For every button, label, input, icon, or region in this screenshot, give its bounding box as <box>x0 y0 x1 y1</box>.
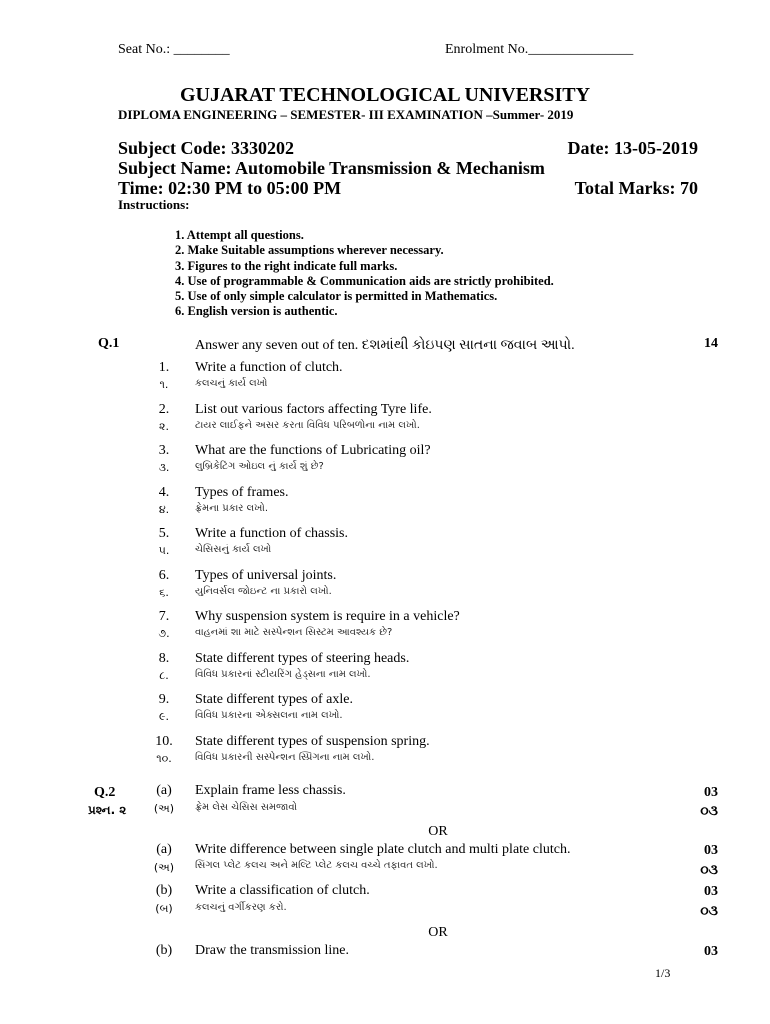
q1-item-question: Write a function of clutch. <box>195 360 343 375</box>
q1-item-gujarati: લુબ્રિકેટિંગ ઓઇલ નું કાર્ય શું છે? <box>195 461 324 472</box>
q1-item-question: Why suspension system is require in a vehicle? <box>195 609 460 624</box>
exam-date: Date: 13-05-2019 <box>567 138 698 158</box>
q1-item-guj-number: ૭. <box>158 627 170 640</box>
q1-item-number: 3. <box>158 443 170 458</box>
q2-part-letter: (a) <box>156 783 172 798</box>
q2-guj-label: પ્રશ્ન. ૨ <box>88 803 127 817</box>
q1-item-guj-number: ૩. <box>158 461 170 474</box>
q2-part-guj-letter: (અ) <box>153 802 175 815</box>
q1-item-guj-number: ૮. <box>159 668 169 682</box>
q2-part-letter: (a) <box>156 842 172 857</box>
q2-part-marks: 03 <box>704 944 718 959</box>
q1-item-guj-number: ૫. <box>158 544 170 557</box>
q1-item-guj-number: ૬. <box>159 585 169 599</box>
q1-item-gujarati: કલચનું કાર્ય લખો <box>195 378 268 389</box>
instructions-list <box>175 228 554 320</box>
subject-name: Subject Name: Automobile Transmission & Mechanism <box>118 158 545 178</box>
q1-item-number: 9. <box>158 692 170 707</box>
instruction-item: 2. Make Suitable assumptions wherever necessary. <box>175 243 444 258</box>
q1-item-gujarati: વિવિધ પ્રકારના એક્સલના નામ લખો. <box>195 710 343 721</box>
q1-item-guj-number: ૧૦. <box>156 751 172 765</box>
q1-item-question: List out various factors affecting Tyre life. <box>195 401 432 417</box>
q1-item-question: State different types of axle. <box>195 692 353 707</box>
or-separator: OR <box>428 925 448 940</box>
q2-part-question: Write a classification of clutch. <box>195 883 370 898</box>
university-title: GUJARAT TECHNOLOGICAL UNIVERSITY <box>179 84 591 106</box>
q1-item-number: 7. <box>158 609 170 624</box>
q1-item-question: Types of frames. <box>195 484 289 500</box>
q1-item-gujarati: ચેસિસનું કાર્ય લખો <box>195 544 272 555</box>
q1-item-gujarati: વાહનમાં શા માટે સસ્પેન્શન સિસ્ટમ આવશ્યક છે? <box>195 627 393 638</box>
q1-item-number: 1. <box>158 360 170 375</box>
q1-item-question: State different types of steering heads. <box>195 650 410 666</box>
q2-part-gujarati: સિંગલ પ્લેટ કલચ અને મલ્ટિ પ્લેટ કલચ વચ્ચે તફાવત લખો. <box>195 860 438 871</box>
q1-item-number: 8. <box>158 650 170 666</box>
q2-part-marks: 03 <box>704 843 718 858</box>
q1-item-gujarati: વિવિધ પ્રકારની સસ્પેન્શન સ્પ્રિંગના નામ લખો. <box>195 751 375 763</box>
q1-item-gujarati: ફ્રેમના પ્રકાર લખો. <box>195 502 269 514</box>
q1-item-question: State different types of suspension spring. <box>195 733 430 749</box>
instruction-item: 4. Use of programmable & Communication aids are strictly prohibited. <box>175 273 554 288</box>
q1-item-number: 6. <box>158 567 170 583</box>
enrolment-no: Enrolment No._______________ <box>445 42 634 57</box>
q2-label: Q.2 <box>94 785 116 800</box>
q1-item-number: 2. <box>158 401 170 417</box>
q2-part-marks: 03 <box>704 884 718 899</box>
total-marks: Total Marks: 70 <box>574 178 698 198</box>
q2-part-letter: (b) <box>155 943 173 958</box>
instructions-label: Instructions: <box>118 197 190 212</box>
q1-item-question: Types of universal joints. <box>195 567 337 583</box>
q1-heading: Answer any seven out of ten. દશમાંથી કોઇપણ સાતના જવાબ આપો. <box>195 338 575 353</box>
q2-part-guj-marks: ૦૩ <box>700 803 718 819</box>
q1-label: Q.1 <box>98 336 120 351</box>
or-separator: OR <box>428 824 448 839</box>
q1-item-question: Write a function of chassis. <box>195 526 349 541</box>
q1-item-number: 5. <box>158 526 170 541</box>
instruction-item: 1. Attempt all questions. <box>175 228 304 242</box>
q1-item-question: What are the functions of Lubricating oil? <box>195 443 431 458</box>
exam-title: DIPLOMA ENGINEERING – SEMESTER- III EXAMINATION –Summer- 2019 <box>118 107 574 122</box>
exam-time: Time: 02:30 PM to 05:00 PM <box>118 178 342 198</box>
q1-item-number: 10. <box>155 733 173 749</box>
q1-item-gujarati: ટાયર લાઈફને અસર કરતા વિવિધ પરિબળોના નામ લખો. <box>195 419 420 431</box>
instruction-item: 5. Use of only simple calculator is permitted in Mathematics. <box>175 289 498 304</box>
q2-part-guj-marks: ૦૩ <box>700 862 718 878</box>
q2-part-letter: (b) <box>155 883 173 898</box>
q2-part-gujarati: કલચનું વર્ગીકરણ કરો. <box>195 902 287 913</box>
q1-item-guj-number: ૨. <box>159 419 169 433</box>
q2-part-guj-marks: ૦૩ <box>700 903 718 919</box>
q2-part-question: Write difference between single plate clutch and multi plate clutch. <box>195 842 571 857</box>
q1-marks: 14 <box>704 336 718 351</box>
q2-part-question: Draw the transmission line. <box>195 943 349 958</box>
q2-part-guj-letter: (બ) <box>155 902 173 915</box>
q2-part-gujarati: ફ્રેમ લેસ ચેસિસ સમજાવો <box>195 802 298 813</box>
subject-code: Subject Code: 3330202 <box>118 138 294 158</box>
seat-no: Seat No.: ________ <box>118 42 230 57</box>
q2-part-marks: 03 <box>704 785 718 800</box>
page-number: 1/3 <box>655 966 671 980</box>
q2-part-question: Explain frame less chassis. <box>195 783 346 798</box>
q1-item-gujarati: યુનિવર્સલ જોઇન્ટ ના પ્રકારો લખો. <box>195 585 332 597</box>
q1-item-gujarati: વિવિધ પ્રકારનાં સ્ટીયરિંગ હેડ્સના નામ લખો. <box>195 668 371 680</box>
instruction-item: 3. Figures to the right indicate full marks. <box>175 258 398 273</box>
q2-part-guj-letter: (અ) <box>153 861 175 874</box>
q1-item-guj-number: ૧. <box>159 378 169 391</box>
instruction-item: 6. English version is authentic. <box>175 304 338 319</box>
q1-item-guj-number: ૯. <box>158 710 169 723</box>
q1-item-guj-number: ૪. <box>158 502 170 516</box>
q1-item-number: 4. <box>158 484 170 500</box>
